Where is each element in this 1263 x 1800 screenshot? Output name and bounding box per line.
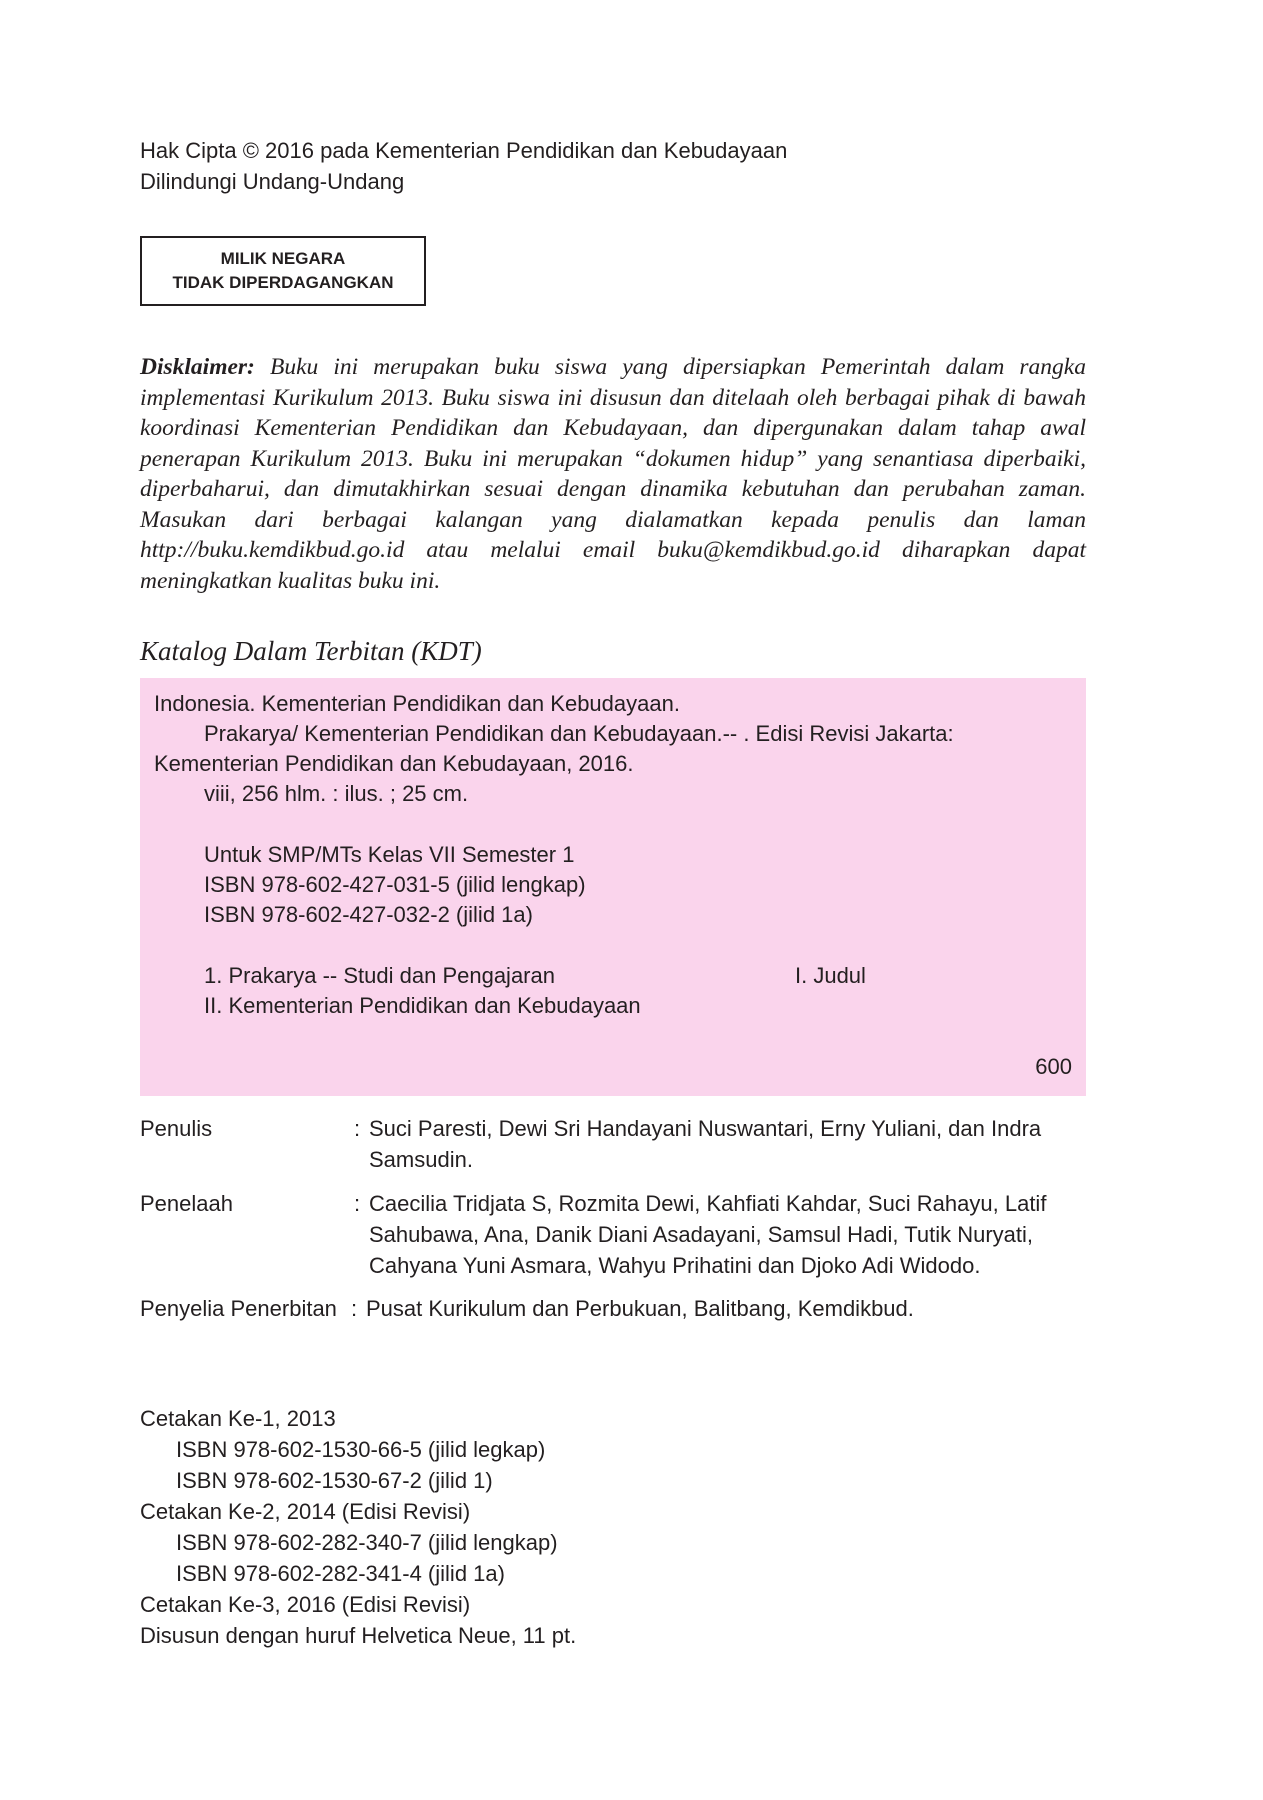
kdt-subject-line: 1. Prakarya -- Studi dan Pengajaran xyxy=(204,963,555,988)
disclaimer-text: Buku ini merupakan buku siswa yang dipersiapkan Pemerintah dalam rangka implementasi Kurikulum 2013. Buku siswa ini disusun dan ditelaah oleh berbagai pihak di bawah koordinasi Kementerian Pendidikan dan Kebudayaan, dan dipergunakan dalam tahap awal penerapan Kurikulum 2013. Buku ini merupakan “dokumen hidup” yang senantiasa diperbaiki, diperbaharui, dan dimutakhirkan sesuai dengan dinamika kebutuhan dan perubahan zaman. Masukan dari berbagai kalangan yang dialamatkan kepada penulis dan laman http://buku.kemdikbud.go.id atau melalui email buku@kemdikbud.go.id diharapkan dapat meningkatkan kualitas buku ini. xyxy=(140,354,1086,594)
printing-isbn: ISBN 978-602-282-340-7 (jilid lengkap) xyxy=(176,1530,558,1555)
kdt-isbn-line: ISBN 978-602-427-031-5 (jilid lengkap) xyxy=(204,872,586,897)
kdt-line: Untuk SMP/MTs Kelas VII Semester 1 xyxy=(204,842,575,867)
credit-value-penulis: Suci Paresti, Dewi Sri Handayani Nuswantari, Erny Yuliani, dan Indra Samsudin. xyxy=(369,1116,1042,1172)
printing-edition: Cetakan Ke-1, 2013 xyxy=(140,1406,336,1431)
copyright-line: Hak Cipta © 2016 pada Kementerian Pendidikan dan Kebudayaan xyxy=(140,138,788,163)
kdt-line: Indonesia. Kementerian Pendidikan dan Kebudayaan. xyxy=(154,691,680,716)
state-property-badge xyxy=(140,236,426,306)
credit-colon: : xyxy=(354,1116,361,1141)
badge-line-1: MILIK NEGARA xyxy=(220,249,346,268)
kdt-subject-line: II. Kementerian Pendidikan dan Kebudayaan xyxy=(204,993,641,1018)
credit-value-penyelia: Pusat Kurikulum dan Perbukuan, Balitbang, Kemdikbud. xyxy=(366,1296,914,1321)
kdt-title-entry: I. Judul xyxy=(795,963,866,988)
kdt-classification-number: 600 xyxy=(1035,1054,1072,1079)
kdt-line: viii, 256 hlm. : ilus. ; 25 cm. xyxy=(204,781,469,806)
badge-line-2: TIDAK DIPERDAGANGKAN xyxy=(172,273,394,292)
kdt-catalog-box xyxy=(140,678,1086,1096)
printing-isbn: ISBN 978-602-1530-66-5 (jilid legkap) xyxy=(176,1437,546,1462)
printing-isbn: ISBN 978-602-282-341-4 (jilid 1a) xyxy=(176,1561,505,1586)
printing-edition: Cetakan Ke-2, 2014 (Edisi Revisi) xyxy=(140,1499,471,1524)
typeface-note: Disusun dengan huruf Helvetica Neue, 11 pt. xyxy=(140,1623,577,1648)
credit-label: Penyelia Penerbitan xyxy=(140,1296,337,1321)
printing-edition: Cetakan Ke-3, 2016 (Edisi Revisi) xyxy=(140,1592,471,1617)
kdt-line: Prakarya/ Kementerian Pendidikan dan Kebudayaan.-- . Edisi Revisi Jakarta: xyxy=(204,721,954,746)
kdt-heading: Katalog Dalam Terbitan (KDT) xyxy=(140,636,482,666)
printing-isbn: ISBN 978-602-1530-67-2 (jilid 1) xyxy=(176,1468,493,1493)
credit-label: Penelaah xyxy=(140,1191,233,1216)
disclaimer-label: Disklaimer: xyxy=(140,354,255,380)
protection-line: Dilindungi Undang-Undang xyxy=(140,169,405,194)
credit-colon: : xyxy=(354,1191,361,1216)
credit-label: Penulis xyxy=(140,1116,213,1141)
copyright-notice xyxy=(140,135,1040,197)
disclaimer-paragraph xyxy=(140,352,1086,596)
kdt-isbn-line: ISBN 978-602-427-032-2 (jilid 1a) xyxy=(204,902,533,927)
credit-colon: : xyxy=(351,1296,358,1321)
kdt-line: Kementerian Pendidikan dan Kebudayaan, 2016. xyxy=(154,751,634,776)
printing-history xyxy=(140,1403,1040,1651)
credit-value-penelaah: Caecilia Tridjata S, Rozmita Dewi, Kahfiati Kahdar, Suci Rahayu, Latif Sahubawa, Ana, Danik Diani Asadayani, Samsul Hadi, Tutik Nuryati, Cahyana Yuni Asmara, Wahyu Prihatini dan Djoko Adi Widodo. xyxy=(369,1191,1047,1278)
